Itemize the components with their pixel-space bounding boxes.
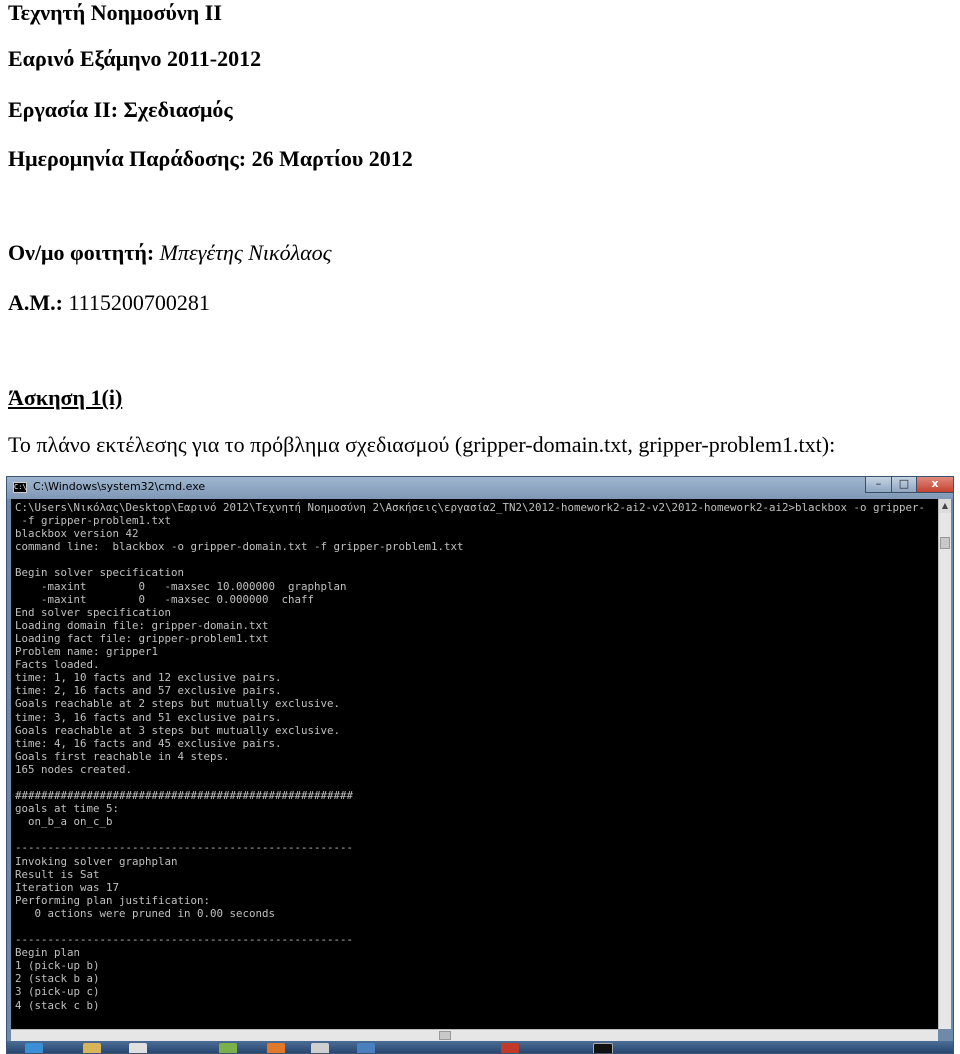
cmd-taskbar-icon[interactable] bbox=[593, 1043, 613, 1054]
close-button[interactable]: x bbox=[916, 477, 954, 493]
scroll-thumb[interactable] bbox=[940, 537, 950, 549]
app-icon[interactable] bbox=[219, 1043, 237, 1054]
console-line: 165 nodes created. bbox=[15, 762, 133, 776]
minimize-button[interactable]: – bbox=[865, 477, 892, 493]
app-icon[interactable] bbox=[501, 1043, 519, 1054]
console-line: Problem name: gripper1 bbox=[15, 645, 159, 659]
horizontal-scrollbar[interactable] bbox=[11, 1029, 938, 1041]
console-line: Begin solver specification bbox=[15, 566, 185, 580]
console-line: goals at time 5: bbox=[15, 802, 120, 816]
app-icon[interactable] bbox=[129, 1043, 147, 1054]
assignment-title: Εργασία ΙΙ: Σχεδιασμός bbox=[8, 97, 233, 122]
course-title: Τεχνητή Νοημοσύνη ΙΙ bbox=[8, 0, 222, 25]
console-line: -maxint 0 -maxsec 10.000000 graphplan bbox=[15, 579, 347, 593]
console-line: on_b_a on_c_b bbox=[15, 815, 113, 829]
console-line: Begin plan bbox=[15, 946, 81, 960]
start-orb-icon[interactable] bbox=[25, 1043, 43, 1054]
student-label: Ον/μο φοιτητή: bbox=[8, 240, 155, 265]
cmd-titlebar bbox=[7, 477, 953, 499]
deadline-line: Ημερομηνία Παράδοσης: 26 Μαρτίου 2012 bbox=[8, 146, 413, 171]
console-line: #################################################### bbox=[15, 789, 354, 803]
console-text bbox=[11, 499, 938, 1012]
am-value: 1115200700281 bbox=[68, 290, 210, 315]
console-line: ---------------------------------------------------- bbox=[15, 933, 354, 947]
console-line: 1 (pick-up b) bbox=[15, 959, 100, 973]
exercise-heading: Άσκηση 1(i) bbox=[8, 385, 123, 410]
app-icon[interactable] bbox=[357, 1043, 375, 1054]
explorer-icon[interactable] bbox=[83, 1043, 101, 1054]
student-id-line bbox=[8, 290, 210, 316]
student-name: Μπεγέτης Νικόλαος bbox=[159, 240, 332, 265]
console-line: blackbox version 42 bbox=[15, 527, 139, 541]
console-line: time: 3, 16 facts and 51 exclusive pairs. bbox=[15, 710, 282, 724]
taskbar bbox=[7, 1041, 954, 1054]
console-line: 3 (pick-up c) bbox=[15, 985, 100, 999]
console-line: time: 4, 16 facts and 45 exclusive pairs. bbox=[15, 736, 282, 750]
semester-line: Εαρινό Εξάμηνο 2011-2012 bbox=[8, 46, 262, 71]
console-line: command line: blackbox -o gripper-domain.txt -f gripper-problem1.txt bbox=[15, 540, 464, 554]
cmd-app-icon: C:\ bbox=[14, 483, 27, 491]
console-line: Goals reachable at 3 steps but mutually exclusive. bbox=[15, 723, 341, 737]
scroll-up-icon[interactable]: ▲ bbox=[939, 499, 951, 513]
am-label: Α.Μ.: bbox=[8, 290, 63, 315]
console-line: -f gripper-problem1.txt bbox=[15, 514, 172, 528]
console-line: Result is Sat bbox=[15, 867, 100, 881]
console-line: ---------------------------------------------------- bbox=[15, 841, 354, 855]
console-line: 4 (stack c b) bbox=[15, 998, 100, 1012]
cmd-window-screenshot bbox=[6, 476, 954, 1054]
console-line: Facts loaded. bbox=[15, 658, 100, 672]
console-line: End solver specification bbox=[15, 605, 172, 619]
browser-icon[interactable] bbox=[267, 1043, 285, 1054]
cmd-window-title: C:\Windows\system32\cmd.exe bbox=[33, 480, 206, 493]
console-line: time: 1, 10 facts and 12 exclusive pairs. bbox=[15, 671, 282, 685]
maximize-button[interactable]: □ bbox=[891, 477, 917, 493]
console-line: time: 2, 16 facts and 57 exclusive pairs. bbox=[15, 684, 282, 698]
console-line: Loading domain file: gripper-domain.txt bbox=[15, 618, 269, 632]
console-line: Invoking solver graphplan bbox=[15, 854, 178, 868]
hscroll-thumb[interactable] bbox=[439, 1031, 451, 1040]
console-line: Goals first reachable in 4 steps. bbox=[15, 749, 230, 763]
vertical-scrollbar[interactable] bbox=[938, 499, 951, 1029]
console-line: Performing plan justification: bbox=[15, 893, 211, 907]
console-line: Loading fact file: gripper-problem1.txt bbox=[15, 631, 269, 645]
console-line: -maxint 0 -maxsec 0.000000 chaff bbox=[15, 592, 315, 606]
console-output bbox=[11, 499, 938, 1029]
console-line: C:\Users\Νικόλας\Desktop\Εαρινό 2012\Τεχνητή Νοημοσύνη 2\Ασκήσεις\εργασία2_TN2\2012-homework2-ai2-v2\2012-homework2-ai2>blackbox -o gripper- bbox=[15, 501, 926, 514]
console-line: Iteration was 17 bbox=[15, 880, 120, 894]
console-line: 2 (stack b a) bbox=[15, 972, 100, 986]
app-icon[interactable] bbox=[311, 1043, 329, 1054]
console-line: 0 actions were pruned in 0.00 seconds bbox=[15, 906, 276, 920]
student-name-line bbox=[8, 240, 332, 266]
plan-intro: Το πλάνο εκτέλεσης για το πρόβλημα σχεδιασμού (gripper-domain.txt, gripper-problem1.txt): bbox=[8, 432, 836, 457]
console-line: Goals reachable at 2 steps but mutually exclusive. bbox=[15, 697, 341, 711]
